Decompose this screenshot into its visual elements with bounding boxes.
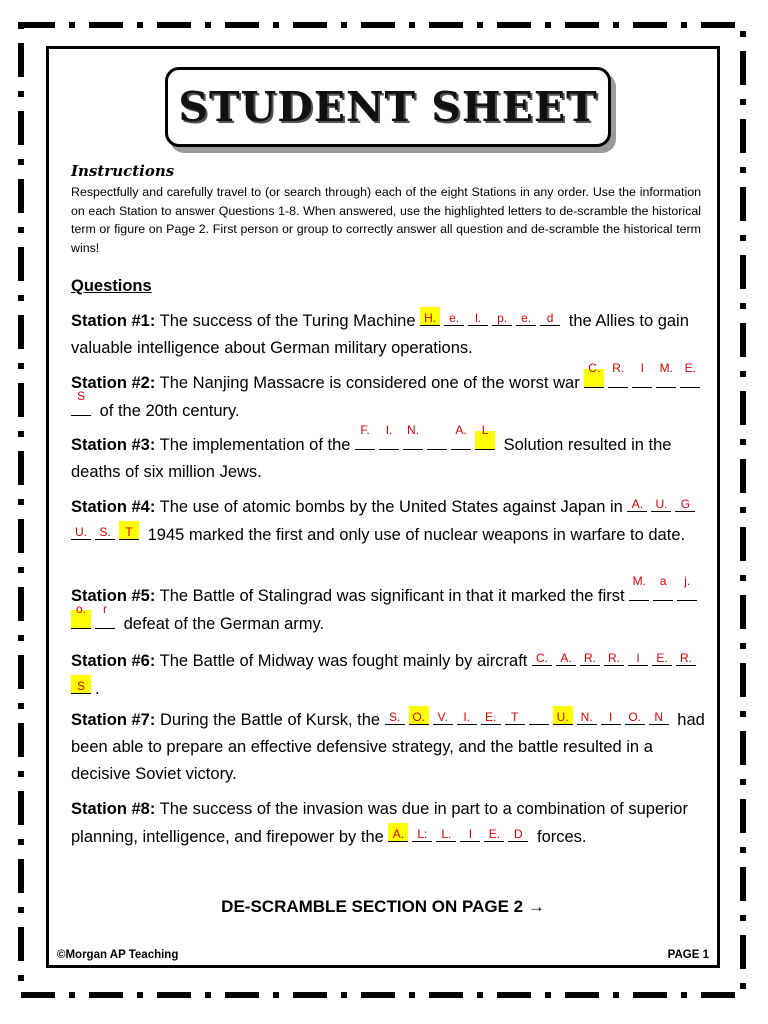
answer-blank [627, 493, 647, 512]
answer-blank [580, 647, 600, 666]
answer-letter: R. [612, 361, 625, 375]
answer-letter: U. [75, 525, 87, 539]
station-8 [71, 796, 707, 851]
answer-blank [652, 647, 672, 666]
answer-blank [505, 706, 525, 725]
answer-letter: L: [417, 827, 428, 841]
student-sheet-page [46, 46, 720, 968]
station-label: Station #5: [71, 587, 156, 605]
answer-letter: a [659, 574, 667, 588]
answer-blank [71, 521, 91, 540]
answer-letter: d [546, 311, 554, 325]
answer-letter: U. [655, 497, 668, 511]
answer-letter: A. [455, 423, 467, 437]
question-text: . [95, 680, 100, 698]
answer-blanks [420, 312, 564, 330]
answer-letter: r [103, 602, 107, 616]
question-text: The use of atomic bombs by the United States against Japan in [159, 498, 623, 516]
answer-letter: j. [684, 574, 691, 588]
station-6 [71, 647, 707, 703]
answer-letter: M. [659, 361, 673, 375]
answer-letter: I. [385, 423, 393, 437]
answer-blank [656, 361, 676, 388]
answer-letter: N [654, 710, 663, 724]
answer-letter: M. [632, 574, 646, 588]
answer-blank [516, 307, 536, 326]
answer-blank [385, 706, 405, 725]
answer-blank [71, 389, 91, 416]
answer-letter: E. [488, 827, 501, 841]
answer-letter: T [125, 525, 133, 539]
answer-blank [119, 521, 139, 540]
answer-blank [492, 307, 512, 326]
answer-letter: E. [656, 651, 668, 665]
answer-blank [409, 706, 429, 725]
answer-letter: N. [407, 423, 420, 437]
station-3 [71, 423, 707, 486]
question-text: Solution resulted in the deaths of six million Jews. [71, 436, 672, 481]
answer-blank [412, 823, 432, 842]
answer-letter: E. [684, 361, 696, 375]
question-text: defeat of the German army. [123, 615, 325, 633]
answer-blanks [388, 828, 532, 846]
answer-blank [577, 706, 597, 725]
answer-blank [457, 706, 477, 725]
station-label: Station #1: [71, 312, 156, 330]
answer-letter: L. [441, 827, 452, 841]
answer-letter: R. [608, 651, 620, 665]
station-label: Station #3: [71, 436, 156, 454]
answer-letter: e. [521, 311, 532, 325]
answer-blank [653, 574, 673, 601]
title-banner [165, 67, 611, 147]
answer-letter: G [680, 497, 691, 511]
answer-blank [468, 307, 488, 326]
answer-blank [651, 493, 671, 512]
answer-blank [460, 823, 480, 842]
station-label: Station #8: [71, 800, 156, 818]
answer-letter: F. [360, 423, 370, 437]
answer-letter: O. [628, 710, 641, 724]
descramble-link: DE-SCRAMBLE SECTION ON PAGE 2 → [221, 897, 545, 916]
answer-letter: I. [463, 710, 470, 724]
answer-letter: l. [475, 311, 482, 325]
answer-blank [532, 647, 552, 666]
answer-letter: L [481, 423, 489, 437]
answer-letter: C. [536, 651, 548, 665]
instructions-heading: Instructions [71, 162, 175, 180]
answer-blank [95, 521, 115, 540]
answer-blank [675, 493, 695, 512]
answer-blank [556, 647, 576, 666]
answer-blank [649, 706, 669, 725]
answer-blank [451, 423, 471, 450]
station-label: Station #4: [71, 498, 156, 516]
answer-letter: A. [631, 497, 644, 511]
question-text: The Battle of Stalingrad was significant in that it marked the first [159, 587, 625, 605]
station-4 [71, 493, 707, 549]
answer-blanks [355, 423, 499, 454]
answer-letter: H. [424, 311, 437, 325]
answer-letter: p. [497, 311, 508, 325]
page-number: PAGE 1 [667, 949, 709, 961]
question-text: forces. [536, 828, 587, 846]
answer-letter: I [636, 651, 640, 665]
answer-blank [436, 823, 456, 842]
answer-blank [481, 706, 501, 725]
answer-letter: S. [99, 525, 111, 539]
answer-letter: A. [392, 827, 405, 841]
answer-blank [540, 307, 560, 326]
answer-blank [355, 423, 375, 450]
station-1 [71, 307, 707, 362]
answer-blank [677, 574, 697, 601]
question-text: During the Battle of Kursk, the [159, 711, 381, 729]
station-label: Station #2: [71, 374, 156, 392]
station-2 [71, 361, 707, 425]
answer-blanks [385, 711, 673, 729]
answer-blank [427, 431, 447, 450]
copyright: ©Morgan AP Teaching [57, 949, 179, 961]
answer-blank [529, 706, 549, 725]
answer-letter: R. [680, 651, 692, 665]
answer-letter: A. [560, 651, 572, 665]
answer-letter: C. [588, 361, 601, 375]
answer-letter: N. [580, 710, 593, 724]
question-text: The Battle of Midway was fought mainly by aircraft [159, 652, 528, 670]
question-text: The Nanjing Massacre is considered one of the worst war [159, 374, 580, 392]
answer-blank [628, 647, 648, 666]
answer-letter: V. [437, 710, 448, 724]
answer-blank [388, 823, 408, 842]
page-title: STUDENT SHEET [178, 83, 598, 131]
answer-letter: S. [389, 710, 401, 724]
answer-letter: T [511, 710, 519, 724]
answer-blank [475, 423, 495, 450]
instructions-text: Respectfully and carefully travel to (or search through) each of the eight Stations in any order. Use the information on each Station to answer Questions 1-8. When answered, use the highlighted letters to de-scramble the historical term or figure on Page 2. First person or group to correctly answer all question and de-scramble the historical term wins! [71, 185, 701, 255]
answer-blank [95, 602, 115, 629]
answer-letter: I [640, 361, 644, 375]
answer-letter: o. [75, 602, 86, 616]
station-label: Station #7: [71, 711, 156, 729]
answer-blank [444, 307, 464, 326]
answer-blank [608, 361, 628, 388]
answer-letter: S [76, 389, 85, 403]
answer-blank [632, 361, 652, 388]
station-label: Station #6: [71, 652, 156, 670]
answer-blank [601, 706, 621, 725]
answer-letter: E. [485, 710, 497, 724]
question-text: 1945 marked the first and only use of nuclear weapons in warfare to date. [147, 526, 686, 544]
question-text: had been able to prepare an effective defensive strategy, and the battle resulted in a decisive Soviet victory. [71, 711, 705, 783]
station-5 [71, 574, 707, 638]
answer-blank [629, 574, 649, 601]
question-text: The success of the Turing Machine [159, 312, 416, 330]
answer-letter: e. [449, 311, 460, 325]
answer-letter: R. [584, 651, 596, 665]
answer-blank [484, 823, 504, 842]
answer-blank [676, 647, 696, 666]
answer-letter: D [514, 827, 523, 841]
answer-blank [420, 307, 440, 326]
answer-blank [553, 706, 573, 725]
answer-blank [379, 423, 399, 450]
question-text: of the 20th century. [99, 402, 240, 420]
answer-blank [71, 675, 91, 694]
question-text: The success of the invasion was due in part to a combination of superior planning, intelligence, and firepower by the [71, 800, 688, 846]
answer-letter: I [468, 827, 473, 841]
answer-blank [433, 706, 453, 725]
answer-blank [604, 647, 624, 666]
question-text: the Allies to gain valuable intelligence about German military operations. [71, 312, 689, 357]
answer-blank [680, 361, 700, 388]
answer-blank [625, 706, 645, 725]
answer-blank [584, 361, 604, 388]
answer-letter: O. [412, 710, 425, 724]
questions-heading: Questions [71, 277, 152, 295]
station-7 [71, 706, 707, 788]
answer-letter: S [76, 679, 85, 693]
answer-letter: I [609, 710, 613, 724]
answer-blank [403, 423, 423, 450]
answer-blank [508, 823, 528, 842]
answer-blank [71, 602, 91, 629]
answer-letter: U. [556, 710, 569, 724]
question-text: The implementation of the [159, 436, 351, 454]
